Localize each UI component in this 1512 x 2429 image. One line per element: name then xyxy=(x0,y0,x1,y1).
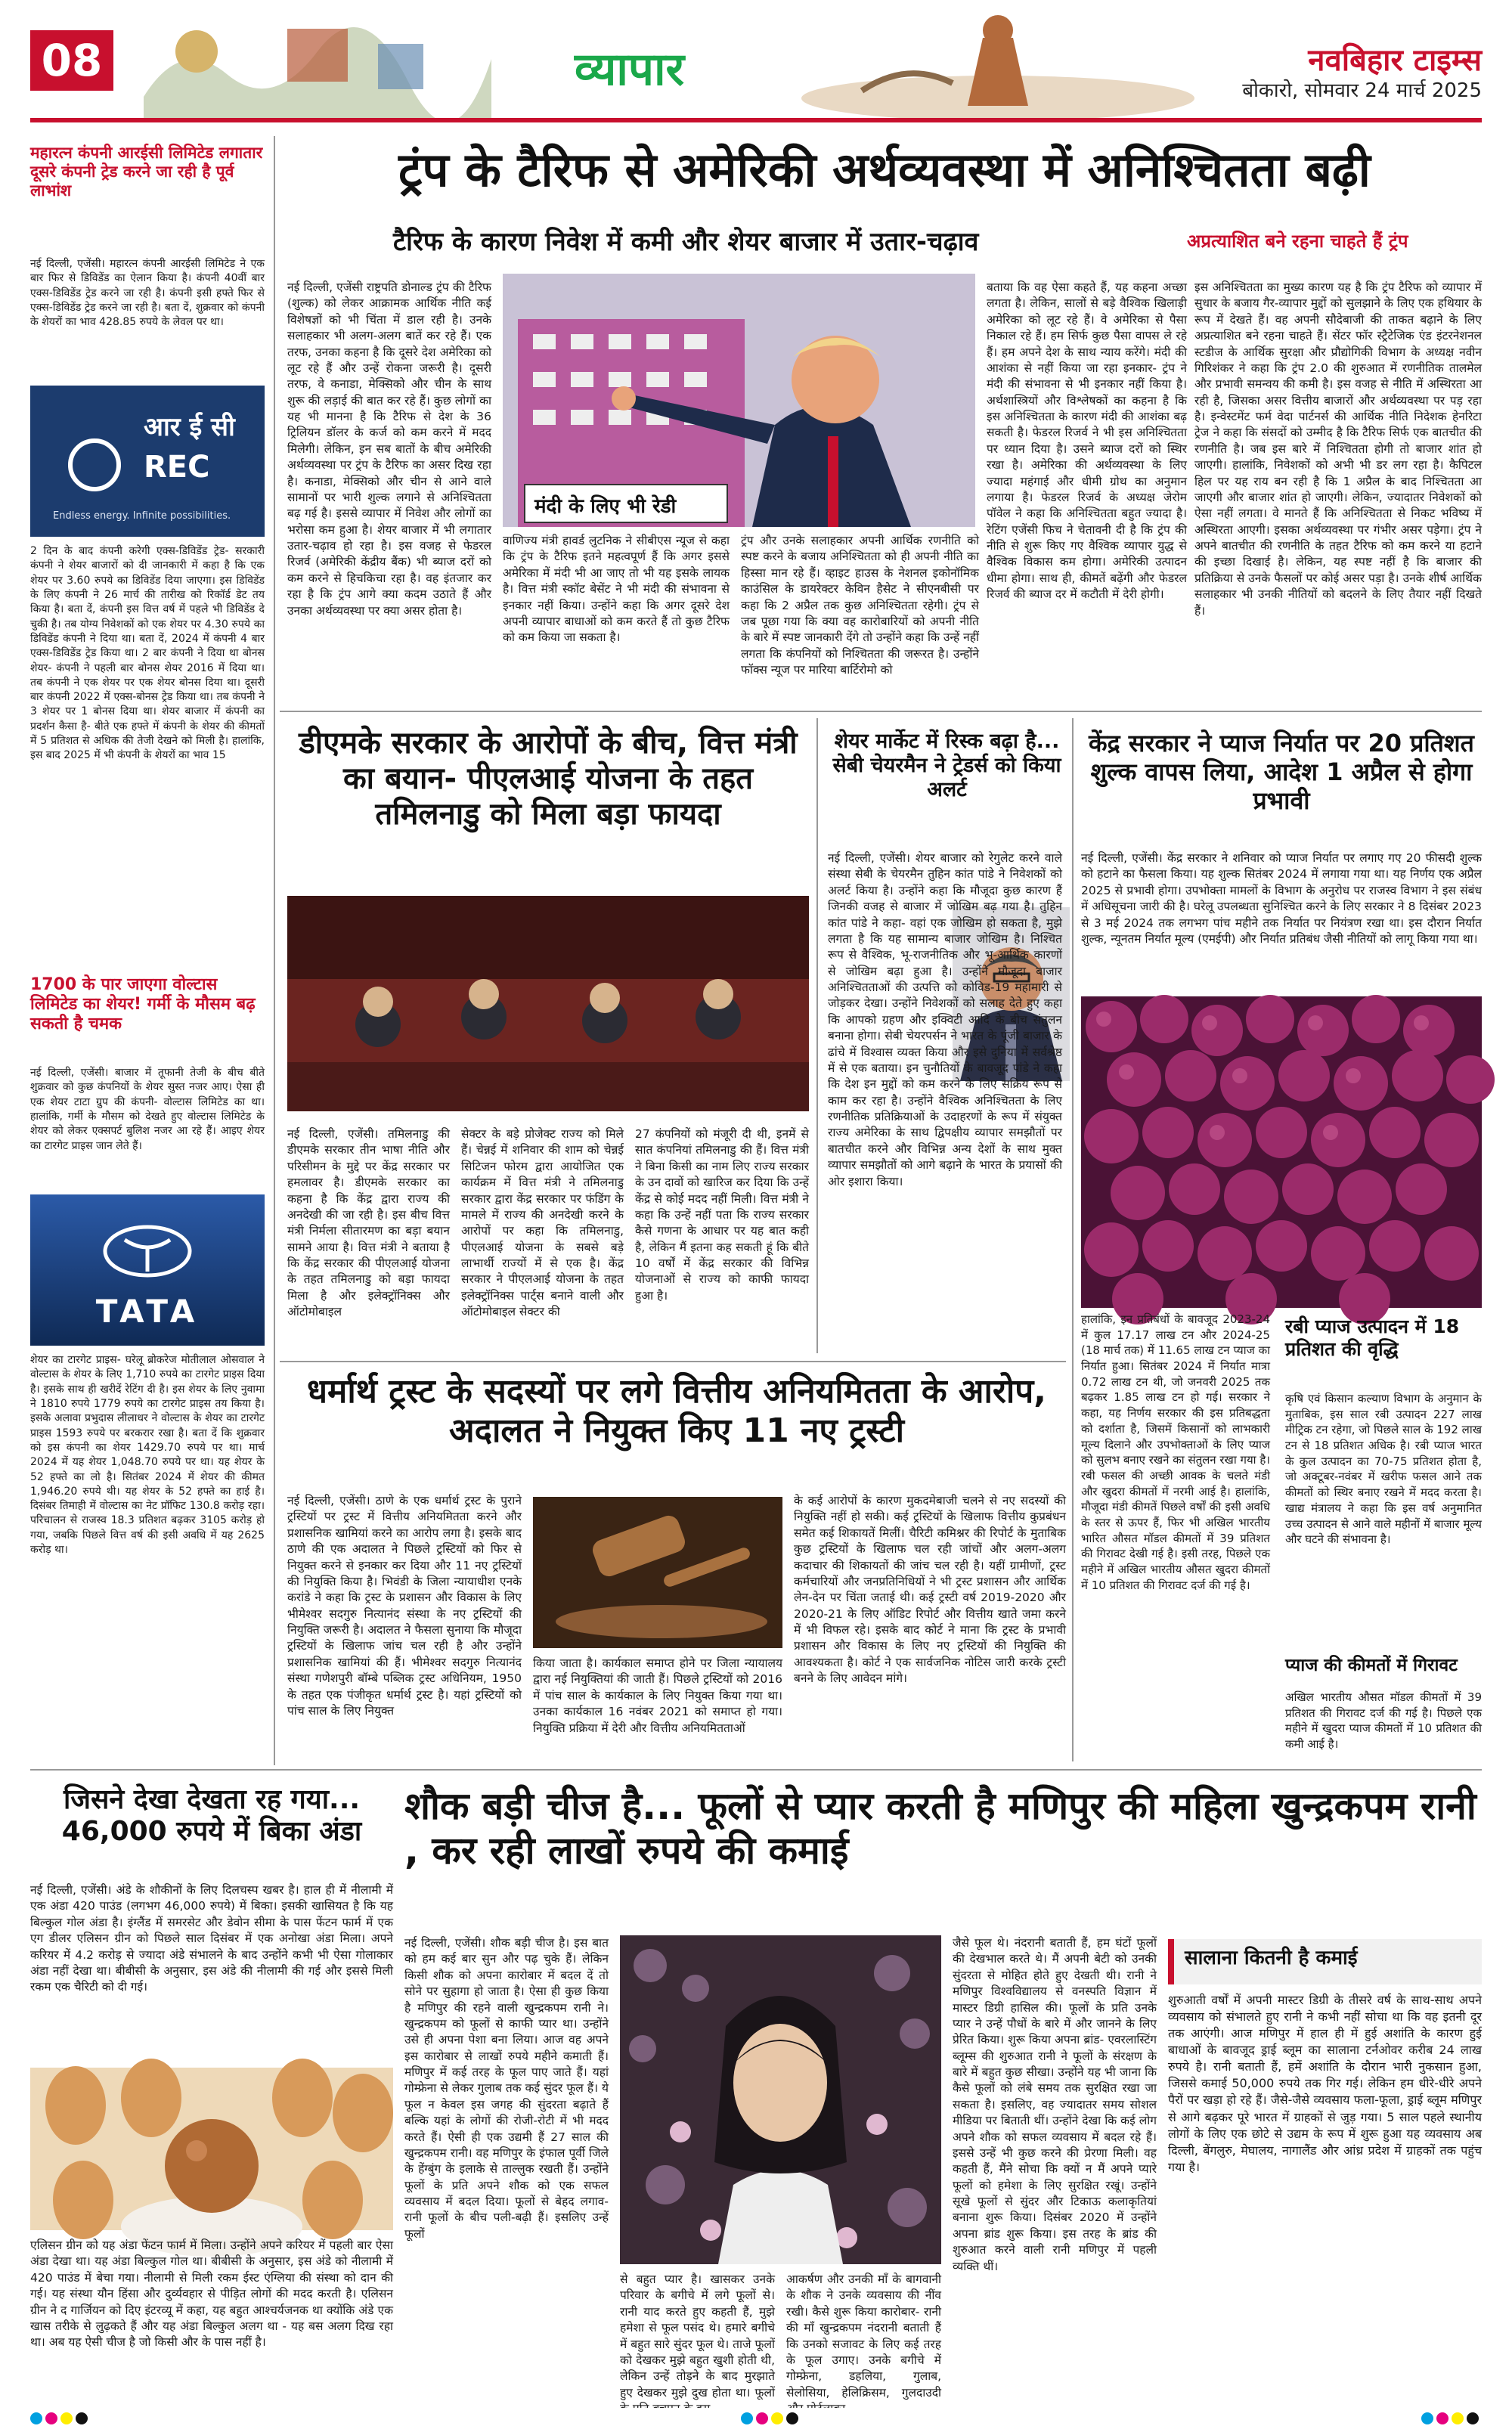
trust-headline: धर्मार्थ ट्रस्ट के सदस्यों पर लगे वित्तीय अनियमितता के आरोप, अदालत ने नियुक्त किए 11 नए ट्रस्टी xyxy=(307,1372,1046,1450)
voltas-story-body: नई दिल्ली, एजेंसी। बाजार में तूफानी तेजी के बीच बीते शुक्रवार को कुछ कंपनियों के शेयर सुस्त नजर आए। ऐसा ही एक शेयर टाटा ग्रुप की कंपनी- वोल्टास लिमिटेड का था। हालांकि, गर्मी के मौसम को देखते हुए वोल्टास लिमिटेड के शेयर को लेकर एक्सपर्ट बुलिश नजर आ रहे हैं। आइए शेयर का टारगेट प्राइस जान लेते हैं। xyxy=(30,1067,265,1152)
header-rule xyxy=(30,118,1482,122)
row-divider xyxy=(30,1769,1482,1771)
trump-photo-caption: मंदी के लिए भी रेडी xyxy=(524,484,728,523)
onion-col-1: हालांकि, इन प्रतिबंधों के बावजूद 2023-24 में कुल 17.17 लाख टन और 2024-25 (18 मार्च तक) में 11.65 लाख टन प्याज का निर्यात हुआ। सितंबर 2024 में निर्यात मात्रा 0.72 लाख टन थी, जो जनवरी 2025 तक बढ़कर 1.85 लाख टन हो गई। सरकार ने कहा, यह निर्णय सरकार की इस प्रतिबद्धता को दर्शाता है, जिसमें किसानों को लाभकारी मूल्य दिलाने और उपभोक्ताओं के लिए प्याज को सुलभ बनाए रखने का संतुलन रखा गया है। रबी फसल की अच्छी आवक के चलते मंडी और खुदरा कीमतों में नरमी आई है। हालांकि, मौजूदा मंडी कीमतें पिछले वर्षों की इसी अवधि के स्तर से ऊपर हैं, फिर भी अखिल भारतीय भारित औसत मॉडल कीमतों में 39 प्रतिशत की गिरावट देखी गई है। इसी तरह, पिछले एक महीने में अखिल भारतीय औसत खुदरा कीमतों में 10 प्रतिशत की गिरावट दर्ज की गई है। xyxy=(1081,1312,1270,1592)
egg-story-body-cont: एलिसन ग्रीन को यह अंडा फेंटन फार्म में मिला। उन्होंने अपने करियर में पहली बार ऐसा अंडा देखा था। यह अंडा बिल्कुल गोल था। बीबीसी के अनुसार, इस अंडे को नीलामी में 420 पाउंड में बेचा गया। नीलामी से मिली रकम ईस्ट एंग्लिया की संस्था को दान की गई। यह संस्था यौन हिंसा और दुर्व्यवहार से पीड़ित लोगों की मदद करती है। एलिसन ग्रीन ने द गार्जियन को दिए इंटरव्यू में कहा, यह बहुत आश्चर्यजनक था क्योंकि अंडे एक खास तरीके से लुढ़कते हैं और यह अंडा बिल्कुल अलग था - यह बस अलग दिख रहा था। अब यह ऐसी चीज है जो किसी और के पास नहीं है। xyxy=(30,2238,393,2350)
column-divider xyxy=(816,718,818,1353)
trust-col-2: किया जाता है। कार्यकाल समाप्त होने पर जिला न्यायालय द्वारा नई नियुक्तियां की जाती हैं। पिछले ट्रस्टियों को 2016 में पांच साल के कार्यकाल के लिए नियुक्त किया गया था। उनका कार्यकाल 16 नवंबर 2021 को समाप्त हो गया। नियुक्ति प्रक्रिया में देरी और वित्तीय अनियमितताओं xyxy=(533,1656,782,1735)
onion-photo xyxy=(1081,996,1482,1308)
row-divider xyxy=(280,711,1482,712)
lead-headline: ट्रंप के टैरिफ से अमेरिकी अर्थव्यवस्था में अनिश्चितता बढ़ी xyxy=(398,142,1371,197)
sebi-headline: शेयर मार्केट में रिस्क बढ़ा है... सेबी चेयरमैन ने ट्रेडर्स को किया अलर्ट xyxy=(832,730,1061,801)
egg-story-body: नई दिल्ली, एजेंसी। अंडे के शौकीनों के लिए दिलचस्प खबर है। हाल ही में नीलामी में एक अंडा 420 पाउंड (लगभग 46,000 रुपये) में बिका। इसकी खासियत है कि यह बिल्कुल गोल अंडा है। इंग्लैंड में समरसेट और डेवोन सीमा के पास फेंटन फार्म में एक एग डीलर एलिसन ग्रीन को पिछले साल दिसंबर में एक अनोखा अंडा मिला। अपने करियर में 4.2 करोड़ से ज्यादा अंडे संभालने के बाद उन्होंने कभी भी ऐसा गोलाकार अंडा नहीं देखा था। बीबीसी के अनुसार, इस अंडे की नीलामी की गई और इससे मिली रकम एक चैरिटी को दी गई। xyxy=(30,1883,393,1994)
tata-logo-text: TATA xyxy=(95,1293,200,1330)
manipur-box-title: सालाना कितनी है कमाई xyxy=(1168,1939,1482,1984)
dmk-col-2: सेक्टर के बड़े प्रोजेक्ट राज्य को मिले हैं। चेन्नई में शनिवार की शाम को चेन्नई सिटिजन फोरम द्वारा आयोजित एक कार्यक्रम में वित्त मंत्री ने तमिलनाडु सरकार द्वारा केंद्र सरकार पर फंडिंग के मामले में राज्य की अनदेखी करने के आरोपों पर कहा कि तमिलनाडु, पीएलआई योजना के सबसे बड़े लाभार्थी राज्यों में से एक है। केंद्र सरकार ने पीएलआई योजना के तहत इलेक्ट्रॉनिक्स पार्ट्स बनाने वाली और ऑटोमोबाइल सेक्टर की xyxy=(461,1127,624,1319)
row-divider xyxy=(280,1361,1066,1362)
onion-headline: केंद्र सरकार ने प्याज निर्यात पर 20 प्रतिशत शुल्क वापस लिया, आदेश 1 अप्रैल से होगा प्रभावी xyxy=(1089,729,1474,815)
trust-col-3: के कई आरोपों के कारण मुकदमेबाजी चलने से नए सदस्यों की नियुक्ति नहीं हो सकी। कई ट्रस्टियों के खिलाफ वित्तीय कुप्रबंधन समेत कई शिकायतें मिलीं। चैरिटी कमिश्नर की रिपोर्ट के मुताबिक कुछ ट्रस्टियों के खिलाफ चल रही जांचों और अलग-अलग कदाचार की शिकायतों की जांच चल रही है। यहीं ग्रामीणों, ट्रस्ट कर्मचारियों और जनप्रतिनिधियों ने भी ट्रस्ट प्रशासन और आर्थिक लेन-देन पर चिंता जताई थी। कई ट्रस्टी वर्ष 2019-2020 और 2020-21 के लिए ऑडिट रिपोर्ट और वित्तीय खाते जमा करने में भी विफल रहे। इसके बाद कोर्ट ने माना कि ट्रस्ट के प्रभावी प्रशासन और विकास के लिए नए ट्रस्टियों की नियुक्ति की आवश्यकता है। कोर्ट ने एक सार्वजनिक नोटिस जारी करके ट्रस्टी बनने के लिए आवेदन मांगे। xyxy=(794,1494,1066,1686)
lead-side-subhead: अप्रत्याशित बने रहना चाहते हैं ट्रंप xyxy=(1187,231,1408,252)
lead-col-2: वाणिज्य मंत्री हावर्ड लुटनिक ने सीबीएस न्यूज से कहा कि ट्रंप के टैरिफ इतने महत्वपूर्ण हैं कि अगर इससे अमेरिका में मंदी भी आ जाए तो भी यह इसके लायक है। वित्त मंत्री स्कॉट बेसेंट ने भी मंदी की संभावना से इनकार नहीं किया। उन्होंने कहा कि अगर दूसरे देश अपनी व्यापार बाधाओं को कम करते हैं तो कुछ टैरिफ को कम किया जा सकता है। xyxy=(503,534,730,645)
manipur-col-1: नई दिल्ली, एजेंसी। शौक बड़ी चीज है। इस बात को हम कई बार सुन और पढ़ चुके हैं। लेकिन किसी शौक को अपना कारोबार में बदल दें तो सोने पर सुहागा हो जाता है। ऐसा ही कुछ किया है मणिपुर की रहने वाली खुन्द्रकपम रानी ने। खुन्द्रकपम को फूलों से काफी प्यार था। उन्होंने उसे ही अपना पेशा बना लिया। आज वह अपने इस कारोबार से लाखों रुपये महीने कमाती हैं। मणिपुर में कई तरह के फूल पाए जाते हैं। यहां गोम्फ्रेना से लेकर गुलाब तक कई सुंदर फूल हैं। ये फूल न केवल इस जगह की सुंदरता बढ़ाते हैं बल्कि यहां के लोगों की रोजी-रोटी में भी मदद करते हैं। ऐसी ही एक उद्यमी हैं 27 साल की खुन्द्रकपम रानी। वह मणिपुर के इंफाल पूर्वी जिले के हेंग्बुंग के इलाके से ताल्लुक रखती हैं। उन्होंने फूलों के प्रति अपने शौक को एक सफल व्यवसाय में बदल दिया। फूलों से बेहद लगाव- रानी फूलों के बीच पली-बढ़ी हैं। इसलिए उन्हें फूलों xyxy=(404,1936,609,2241)
lead-col-1: नई दिल्ली, एजेंसी राष्ट्रपति डोनाल्ड ट्रंप की टैरिफ (शुल्क) को लेकर आक्रामक आर्थिक नीति कई विशेषज्ञों को भी चिंता में डाल रही है। उनके सलाहकार भी अलग-अलग बातें कर रहे हैं। एक तरफ, उनका कहना है कि दूसरे देश अमेरिका को लूट रहे हैं और उन्हें रोकना जरूरी है। दूसरी तरफ, वे कनाडा, मेक्सिको और चीन के साथ शुरू की लड़ाई की बात कर रहे हैं। कुछ लोगों का यह भी मानना है कि टैरिफ से देश के 36 ट्रिलियन डॉलर के कर्ज को कम करने में मदद मिलेगी। लेकिन, इन सब बातों के बीच अमेरिकी अर्थव्यवस्था पर ट्रंप के टैरिफ का असर दिख रहा है। कनाडा, मेक्सिको और चीन से आने वाले सामानों पर भारी शुल्क लगाने से अनिश्चितता बढ़ गई है। इससे व्यापार में निवेश और लोगों का भरोसा कम हुआ है। शेयर बाजार में भी लगातार उतार-चढ़ाव हो रहा है। इस वजह से फेडरल रिजर्व (अमेरिकी केंद्रीय बैंक) भी ब्याज दरों को कम करने से हिचकिचा रहा है। वह इंतजार कर रहा है कि ट्रंप आगे क्या कदम उठाते हैं और उनका अर्थव्यवस्था पर क्या असर होता है। xyxy=(287,280,491,618)
onion-box1-body: कृषि एवं किसान कल्याण विभाग के अनुमान के मुताबिक, इस साल रबी उत्पादन 227 लाख मीट्रिक टन रहेगा, जो पिछले साल के 192 लाख टन से 18 प्रतिशत अधिक है। रबी प्याज भारत के कुल उत्पादन का 70-75 प्रतिशत होता है, जो अक्टूबर-नवंबर में खरीफ फसल आने तक कीमतों को स्थिर बनाए रखने में मदद करता है। खाद्य मंत्रालय ने कहा कि इस वर्ष अनुमानित उच्च उत्पादन से आने वाले महीनों में बाजार मूल्य और घटने की संभावना है। xyxy=(1285,1392,1482,1547)
lead-col-4: बताया कि वह ऐसा कहते हैं, यह कहना अच्छा लगता है। लेकिन, सालों से बड़े वैश्विक खिलाड़ी अमेरिका को लूट रहे हैं। वे अमेरिका से पैसा निकाल रहे हैं। हम सिर्फ कुछ पैसा वापस ले रहे हैं। हम अपने देश के साथ न्याय करेंगे। मंदी की आशंका से नहीं किया जा रहा इनकार- ट्रंप ने मंदी की संभावना से भी इनकार नहीं किया है। अर्थशास्त्रियों और विश्लेषकों का कहना है कि इस अनिश्चितता के कारण मंदी की आशंका बढ़ सकती है। फेडरल रिजर्व ने भी इस अनिश्चितता पर ध्यान दिया है। उसने ब्याज दरों को स्थिर रखा है। अमेरिका की अर्थव्यवस्था के लिए ज्यादा महंगाई और धीमी ग्रोथ का अनुमान लगाया है। फेडरल रिजर्व के अध्यक्ष जेरोम पॉवेल ने कहा कि अनिश्चितता बहुत ज्यादा है। रेटिंग एजेंसी फिच ने चेतावनी दी है कि ट्रंप की नीति से शुरू किए गए वैश्विक व्यापार युद्ध से वैश्विक विकास कम होगा। अमेरिकी उत्पादन धीमा होगा। साथ ही, कीमतें बढ़ेंगी और फेडरल रिजर्व की ब्याज दर में कटौती में देरी होगी। xyxy=(987,280,1187,602)
onion-box2-title: प्याज की कीमतों में गिरावट xyxy=(1285,1656,1458,1675)
manipur-col-3: आकर्षण और उनकी माँ के बागवानी के शौक ने उनके व्यवसाय की नींव रखी। कैसे शुरू किया कारोबार- रानी की माँ खुन्द्रकपम नंदरानी बताती हैं कि उनको सजावट के लिए कई तरह के फूल उगाए। उनके बगीचे में गोम्फ्रेना, डहलिया, गुलाब, सेलोसिया, हेलिक्रिसम, गुलदाउदी xyxy=(786,2273,941,2400)
rec-story-body: नई दिल्ली, एजेंसी। महारत्न कंपनी आरईसी लिमिटेड ने एक बार फिर से डिविडेंड का ऐलान किया है। कंपनी 40वीं बार एक्स-डिविडेंड ट्रेड करने जा रही है। कंपनी इसी हफ्ते फिर से एक्स-डिविडेंड ट्रेड करने जा रही है। बता दें, शुक्रवार को कंपनी के शेयरों का भाव 428.85 रुपये के लेवल पर था। xyxy=(30,258,265,329)
lead-col-3: ट्रंप और उनके सलाहकार अपनी आर्थिक रणनीति को स्पष्ट करने के बजाय अनिश्चितता को ही अपनी नीति का हिस्सा मान रहे हैं। व्हाइट हाउस के नेशनल इकोनॉमिक काउंसिल के डायरेक्टर केविन हैसेट ने सीएनबीसी पर कहा कि 2 अप्रैल तक कुछ अनिश्चितता रहेगी। ट्रंप से जब पूछा गया कि क्या वह कारोबारियों को अपनी नीति के बारे में स्पष्ट जानकारी देंगे तो उन्होंने कहा कि उन्हें नहीं लगता कि कंपनियों को निश्चितता की जरूरत है। उन्होंने फॉक्स न्यूज पर मारिया बार्टिरोमो को xyxy=(741,534,979,677)
tata-logo-image xyxy=(30,1194,265,1346)
section-title: व्यापार xyxy=(575,43,685,96)
dmk-col-1: नई दिल्ली, एजेंसी। तमिलनाडु की डीएमके सरकार तीन भाषा नीति और परिसीमन के मुद्दे पर केंद्र सरकार पर हमलावर है। डीएमके सरकार का कहना है कि केंद्र द्वारा राज्य की अनदेखी की जा रही है। इस बीच वित्त मंत्री निर्मला सीतारमण का बड़ा बयान सामने आया है। वित्त मंत्री ने बताया है कि केंद्र सरकार की पीएलआई योजना के तहत तमिलनाडु को बड़ा फायदा मिला है और इलेक्ट्रॉनिक्स और ऑटोमोबाइल xyxy=(287,1127,450,1319)
manipur-col-2: से बहुत प्यार है। खासकर उनके परिवार के बगीचे में लगे फूलों से। रानी याद करते हुए कहती हैं, मुझे हमेशा से फूल पसंद थे। हमारे बगीचे में बहुत सारे सुंदर फूल थे। ताजे फूलों को देखकर मुझे बहुत खुशी होती थी, लेकिन उन्हें तोड़ने के बाद मुरझाते हुए देखकर मुझे दुख होता था। फूलों xyxy=(620,2273,775,2400)
lead-col-5: इस अनिश्चितता का मुख्य कारण यह है कि ट्रंप टैरिफ को व्यापार में सुधार के बजाय गैर-व्यापार मुद्दों को सुलझाने के लिए एक हथियार के रूप में देखते हैं। वह अपनी सौदेबाजी की ताकत बढ़ाने के लिए अप्रत्याशित बने रहना चाहते हैं। सेंटर फॉर स्ट्रैटेजिक एंड इंटरनेशनल स्टडीज के आर्थिक सुरक्षा और प्रौद्योगिकी विभाग के अध्यक्ष नवीन गिरिशंकर ने कहा कि ट्रंप 2.0 की शुरुआत में रणनीतिक तालमेल और प्रभावी समन्वय की कमी है। इस वजह से नीति में अस्थिरता आ रही है, जिसका असर वित्तीय बाजारों और अर्थव्यवस्था पर पड़ रहा है। इन्वेस्टमेंट फर्म वेदा पार्टनर्स की आर्थिक नीति निदेशक हेनरिटा ट्रेज ने कहा कि संसदों को उम्मीद है कि टैरिफ सिर्फ एक बातचीत की रणनीति है। जब इस बारे में निश्चितता होगी तो बाजार शांत हो जाएगी। हालांकि, निवेशकों को अभी भी डर लग रहा है। कैपिटल हिल पर यह राय बन रही है कि 1 अप्रैल के बाद निश्चितता आ जाएगी और बाजार शांत हो जाएगी। लेकिन, ज्यादातर निवेशकों को ऐसा नहीं लगता। वे मानते हैं कि अनिश्चितता से निकट भविष्य में अस्थिरता आएगी। इसका अर्थव्यवस्था पर गंभीर असर पड़ेगा। ट्रंप ने अपने बातचीत की रणनीति के तहत टैरिफ को कम करने या हटाने की इच्छा दिखाई है। लेकिन, यह स्पष्ट नहीं है कि बाजार की प्रतिक्रिया से उनके फैसलों पर कोई असर पड़ा है। उनके शीर्ष आर्थिक सलाहकार भी उनकी नीतियों को बदलने के लिए तैयार नहीं दिखते हैं। xyxy=(1194,280,1482,618)
statue-art-icon xyxy=(786,8,1210,121)
dateline: बोकारो, सोमवार 24 मार्च 2025 xyxy=(1242,79,1482,102)
column-divider xyxy=(1072,718,1074,1761)
sebi-story-body: नई दिल्ली, एजेंसी। शेयर बाजार को रेगुलेट करने वाले संस्था सेबी के चेयरमैन तुहिन कांत पांडे ने निवेशकों को अलर्ट किया है। उन्होंने कहा कि मौजूदा कुछ कारण हैं जिनकी वजह से बाजार में जोखिम बढ़ गया है। तुहिन कांत पांडे ने कहा- वहां एक जोखिम हो सकता है, मुझे लगता है कि यह सामान्य बाजार जोखिम है। निश्चित रूप से वैश्विक, भू-राजनीतिक और भू-आर्थिक कारणों से जोखिम बढ़ा हुआ है। उन्होंने मौजूदा बाजार अनिश्चितताओं की उत्पत्ति को कोविड-19 महामारी से जोड़कर देखा। उन्होंने निवेशकों को सलाह देते हुए कहा कि आपको ग्रहण और इक्विटी आदि के बीच संतुलन बनाना होगा। सेबी चेयरपर्सन ने भारत के पूंजी बाजार के ढांचे में विश्वास व्यक्त किया और इसे दुनिया में सर्वश्रेष्ठ में से एक बताया। इन चुनौतियों के बावजूद पांडे ने कहा कि देश इन मुद्दों को कम करने के लिए सक्रिय रूप से काम कर रहा है। उन्होंने वैश्विक अनिश्चितता के लिए रणनीतिक प्रतिक्रियाओं के उदाहरणों के रूप में संयुक्त राज्य अमेरिका के साथ द्विपक्षीय व्यापार समझौतों पर बातचीत करने और विभिन्न अन्य देशों के साथ मुक्त व्यापार समझौतों को आगे बढ़ाने के भारत के प्रयासों की ओर इशारा किया। xyxy=(828,851,1062,1188)
gavel-photo xyxy=(533,1497,782,1648)
rec-logo-image xyxy=(30,386,265,537)
rani-photo xyxy=(620,1935,941,2264)
footer-color-marks xyxy=(0,2408,1512,2429)
tata-emblem-icon xyxy=(102,1225,193,1278)
finance-minister-photo xyxy=(287,896,809,1111)
egg-photo xyxy=(30,2068,393,2230)
trust-col-1: नई दिल्ली, एजेंसी। ठाणे के एक धर्मार्थ ट्रस्ट के पुराने ट्रस्टियों पर ट्रस्ट में वित्तीय अनियमितता करने और प्रशासनिक खामियां करने का आरोप लगा है। इसके बाद ठाणे की एक अदालत ने पिछले ट्रस्टियों को फिर से नियुक्त करने से इनकार कर दिया और 11 नए ट्रस्टियों की नियुक्ति किया है। भिवंडी के जिला न्यायाधीश एनके करांडे ने कहा कि ट्रस्ट के प्रशासन और विकास के लिए भीमेश्वर सदगुरु नित्यानंद संस्था के नए ट्रस्टियों की नियुक्ति जरूरी है। अदालत ने फैसला सुनाया कि मौजूदा ट्रस्टियों के खिलाफ जांच चल रही है और उन्होंने प्रशासनिक खामियां की हैं। भीमेश्वर सदगुरु नित्यानंद संस्था गणेशपुरी बॉम्बे पब्लिक ट्रस्ट अधिनियम, 1950 के तहत एक पंजीकृत धर्मार्थ ट्रस्ट है। यहां ट्रस्टियों को पांच साल के लिए नियुक्त xyxy=(287,1494,522,1718)
onion-box1-title: रबी प्याज उत्पादन में 18 प्रतिशत की वृद्धि xyxy=(1285,1315,1460,1360)
rec-logo-text: आर ई सी xyxy=(144,412,235,442)
rec-headline: महारत्न कंपनी आरईसी लिमिटेड लगातार दूसरे कंपनी ट्रेड करने जा रही है पूर्व लाभांश xyxy=(30,144,263,200)
newspaper-brand[interactable]: नवबिहार टाइम्स xyxy=(1308,43,1482,78)
dmk-headline: डीएमके सरकार के आरोपों के बीच, वित्त मंत्री का बयान- पीएलआई योजना के तहत तमिलनाडु को मिला बड़ा फायदा xyxy=(299,726,798,832)
column-divider xyxy=(274,136,275,1765)
egg-headline: जिसने देखा देखता रह गया... 46,000 रुपये में बिका अंडा xyxy=(61,1784,362,1848)
manipur-headline: शौक बड़ी चीज है... फूलों से प्यार करती है मणिपुर की महिला खुन्द्रकपम रानी , कर रही लाखों रुपये की कमाई xyxy=(404,1784,1476,1873)
voltas-story-body-cont: शेयर का टारगेट प्राइस- घरेलू ब्रोकरेज मोतीलाल ओसवाल ने वोल्टास के शेयर के लिए 1,710 रुपये का टारगेट प्राइस दिया है। इसके साथ ही खरीदें रेटिंग दी है। इस शेयर के लिए नुवामा ने 1810 रुपये 1779 रुपये का टारगेट प्राइस तय किया है। इसके अलावा प्रभुदास लीलाधर ने वोल्टास के शेयर का टारगेट प्राइस 1593 रुपये पर बरकरार रखा है। बता दें कि शुक्रवार को इस कंपनी का शेयर 1429.70 रुपये पर था। मार्च 2024 में यह शेयर 1,048.70 रुपये पर था। यह शेयर के 52 हफ्ते का लो है। सितंबर 2024 में शेयर की कीमत 1,946.20 रुपये थी। यह शेयर के 52 हफ्ते का हाई है। दिसंबर तिमाही में वोल्टास का नेट प्रॉफिट 130.8 करोड़ रहा। परिचालन से राजस्व 18.3 प्रतिशत बढ़कर 3105 करोड़ हो गया, जबकि पिछले वित्त वर्ष की इसी अवधि में यह 2625 करोड़ था। xyxy=(30,1354,265,1557)
decorative-art-icon xyxy=(136,6,499,119)
onion-box2-body: अखिल भारतीय औसत मॉडल कीमतों में 39 प्रतिशत की गिरावट दर्ज की गई है। पिछले एक महीने में खुदरा प्याज कीमतों में 10 प्रतिशत की कमी आई है। xyxy=(1285,1690,1482,1752)
rec-logo-label: REC xyxy=(144,450,210,485)
voltas-headline: 1700 के पार जाएगा वोल्टास लिमिटेड का शेयर! गर्मी के मौसम बढ़ सकती है चमक xyxy=(30,975,256,1033)
page-number: 08 xyxy=(30,30,113,91)
onion-intro: नई दिल्ली, एजेंसी। केंद्र सरकार ने शनिवार को प्याज निर्यात पर लगाए गए 20 फीसदी शुल्क को हटाने का फैसला किया। यह शुल्क सितंबर 2024 में लगाया गया था। यह निर्णय एक अप्रैल 2025 से प्रभावी होगा। उपभोक्ता मामलों के विभाग के अनुरोध पर राजस्व विभाग ने इस संबंध में अधिसूचना जारी की है। घरेलू उपलब्धता सुनिश्चित करने के लिए सरकार ने 8 दिसंबर 2023 से 3 मई 2024 तक लगभग पांच महीने तक निर्यात पर नियंत्रण रखा था। इस दौरान निर्यात शुल्क, न्यूनतम निर्यात मूल्य (एमईपी) और निर्यात प्रतिबंध जैसी नीतियों को लागू किया गया था। xyxy=(1081,851,1482,946)
manipur-col-4: जैसे फूल थे। नंदरानी बताती हैं, हम घंटों फूलों की देखभाल करते थे। मैं अपनी बेटी को उनकी सुंदरता से मोहित होते हुए देखती थी। रानी ने मणिपुर विश्वविद्यालय से वनस्पति विज्ञान में मास्टर डिग्री हासिल की। फूलों के प्रति उनके प्यार ने उन्हें पौधों के बारे में और जानने के लिए प्रेरित किया। शुरू किया अपना ब्रांड- एवरलास्टिंग ब्लूम्स की शुरुआत रानी ने फूलों के संरक्षण के बारे में बहुत कुछ सीखा। उन्होंने यह भी जाना कि कैसे फूलों को लंबे समय तक सुरक्षित रखा जा सकता है। इसलिए, वह ज्यादातर समय सोशल मीडिया पर बिताती थीं। उन्होंने देखा कि कई लोग अपने शौक को सफल व्यवसाय में बदल रहे हैं। इससे उन्हें भी कुछ करने की प्रेरणा मिली। वह कहती हैं, मैंने सोचा कि क्यों न मैं अपने प्यारे फूलों को हमेशा के लिए सुरक्षित रखूं। उन्होंने सूखे फूलों से सुंदर और टिकाऊ कलाकृतियां बनाना शुरू किया। दिसंबर 2020 में उन्होंने अपना ब्रांड शुरू किया। इस तरह के ब्रांड की शुरुआत करने वाली रानी मणिपुर में पहली व्यक्ति थीं। xyxy=(953,1936,1157,2273)
lead-subhead: टैरिफ के कारण निवेश में कमी और शेयर बाजार में उतार-चढ़ाव xyxy=(393,227,979,257)
manipur-box-body: शुरुआती वर्षों में अपनी मास्टर डिग्री के तीसरे वर्ष के साथ-साथ अपने व्यवसाय को संभालते हुए रानी ने कभी नहीं सोचा था कि वह इतनी दूर तक आएंगी। आज मणिपुर में हाल ही में हुई अशांति के कारण हुई बाधाओं के बावजूद ड्राई ब्लूम का सालाना टर्नओवर करीब 24 लाख रुपये है। रानी बताती हैं, हमें अशांति के दौरान भारी नुकसान हुआ, जिससे कमाई 50,000 रुपये तक गिर गई। लेकिन हम धीरे-धीरे अपने पैरों पर खड़ा हो रहे हैं। जैसे-जैसे व्यवसाय फला-फूला, ड्राई ब्लूम मणिपुर से आगे बढ़कर पूरे भारत में ग्राहकों से जुड़ गया। 5 साल पहले स्थानीय लोगों के लिए एक छोटे से उद्यम के रूप में शुरू हुआ यह व्यवसाय अब दिल्ली, बेंगलुरु, मेघालय, नागालैंड और आंध्र प्रदेश में ग्राहकों तक पहुंच गया है। xyxy=(1168,1993,1482,2174)
dmk-col-3: 27 कंपनियों को मंजूरी दी थी, इनमें से सात कंपनियां तमिलनाडु की हैं। वित्त मंत्री ने बिना किसी का नाम लिए राज्य सरकार के उन दावों को खारिज कर दिया कि उन्हें केंद्र से कोई मदद नहीं मिली। वित्त मंत्री ने कहा कि उन्हें नहीं पता कि राज्य सरकार कैसे गणना के आधार पर यह बात कही है, लेकिन मैं इतना कह सकती हूं कि बीते 10 वर्षों में केंद्र सरकार की विभिन्न योजनाओं से राज्य को काफी फायदा हुआ है। xyxy=(635,1127,809,1303)
rec-logo-icon xyxy=(68,438,121,491)
rec-tagline: Endless energy. Infinite possibilities. xyxy=(53,510,231,522)
masthead xyxy=(0,0,1512,125)
rec-story-body-cont: 2 दिन के बाद कंपनी करेगी एक्स-डिविडेंड ट्रेड- सरकारी कंपनी ने शेयर बाजारों को दी जानकारी में कहा है कि एक शेयर पर 3.60 रुपये का डिविडेंड दिया जाएगा। इस डिविडेंड के लिए कंपनी ने 26 मार्च की तारीख को रिकॉर्ड डेट तय किया है। बता दें, कंपनी इस वित्त वर्ष में पहले भी डिविडेंड दे चुकी है। तब योग्य निवेशकों को एक शेयर पर 4.30 रुपये का डिविडेंड कंपनी ने दिया था। बता दें, 2024 में कंपनी 4 बार एक्स-डिविडेंड ट्रेड किया था। 2 बार कंपनी ने दिया था बोनस शेयर- कंपनी ने पहली बार बोनस शेयर 2016 में दिया था। तब कंपनी ने एक शेयर पर एक शेयर बोनस दिया था। दूसरी बार कंपनी 2022 में एक्स-बोनस ट्रेड किया था। तब कंपनी ने 3 शेयर पर 1 बोनस दिया था। शेयर बाजार में कंपनी का प्रदर्शन कैसा है- बीते एक हफ्ते में कंपनी के शेयर की कीमतों में 5 प्रतिशत से अधिक की तेजी देखने को मिली है। हालांकि, इस बाद 2025 में भी कंपनी के शेयरों का भाव 15 xyxy=(30,545,265,762)
